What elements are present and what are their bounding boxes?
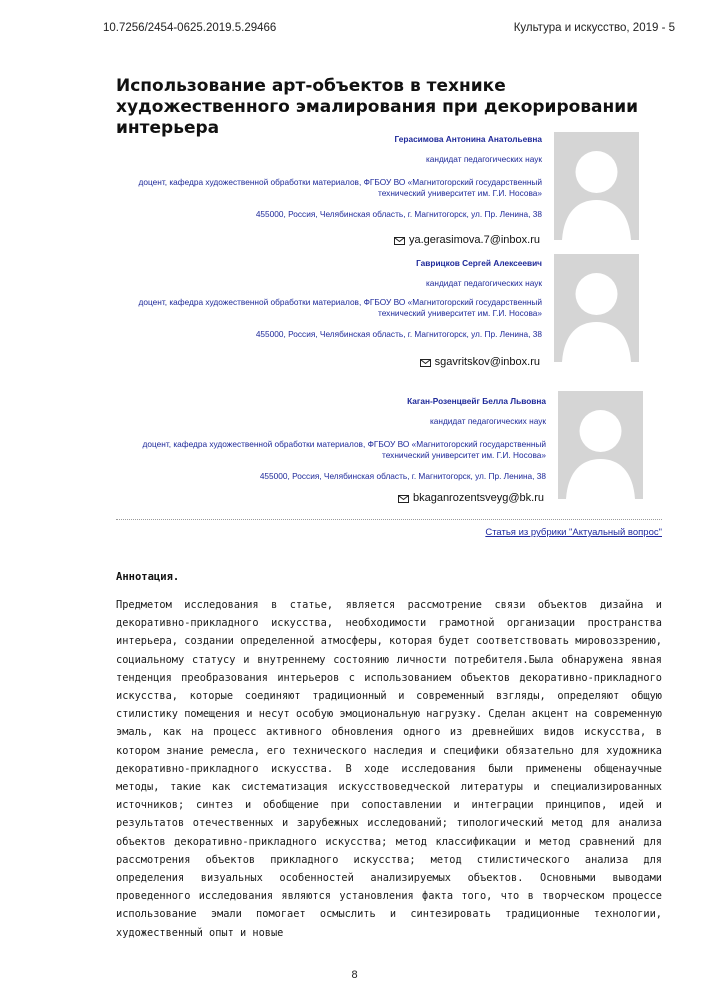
- annotation-heading: Аннотация.: [116, 571, 180, 583]
- author-position: доцент, кафедра художественной обработки материалов, ФГБОУ ВО «Магнитогорский государственный технический университет им. Г.И. Носова»: [138, 297, 542, 318]
- author-address: 455000, Россия, Челябинская область, г. Магнитогорск, ул. Пр. Ленина, 38: [259, 471, 546, 481]
- author-name: Гаврицков Сергей Алексеевич: [416, 258, 542, 268]
- author-photo-placeholder: [554, 132, 639, 240]
- author-email-text: sgavritskov@inbox.ru: [434, 356, 540, 368]
- envelope-icon: [394, 236, 405, 244]
- section-divider: [116, 519, 662, 520]
- article-title: Использование арт-объектов в технике художественного эмалирования при декорировании интерьера: [116, 76, 639, 138]
- journal-label: Культура и искусство, 2019 - 5: [513, 22, 675, 34]
- author-name: Каган-Розенцвейг Белла Львовна: [407, 396, 546, 406]
- author-email[interactable]: [420, 356, 540, 368]
- author-email-text: ya.gerasimova.7@inbox.ru: [408, 234, 540, 246]
- author-block: [100, 134, 542, 220]
- author-email-text: bkaganrozentsveyg@bk.ru: [412, 492, 544, 504]
- author-address: 455000, Россия, Челябинская область, г. Магнитогорск, ул. Пр. Ленина, 38: [255, 209, 542, 219]
- envelope-icon: [420, 358, 431, 366]
- author-block: [100, 258, 542, 340]
- doi-label: 10.7256/2454-0625.2019.5.29466: [103, 22, 277, 34]
- author-degree: кандидат педагогических наук: [425, 278, 542, 288]
- author-photo-placeholder: [558, 391, 643, 499]
- author-position: доцент, кафедра художественной обработки материалов, ФГБОУ ВО «Магнитогорский государственный технический университет им. Г.И. Носова»: [138, 177, 542, 198]
- author-block: [104, 396, 546, 482]
- author-photo-placeholder: [554, 254, 639, 362]
- author-address: 455000, Россия, Челябинская область, г. Магнитогорск, ул. Пр. Ленина, 38: [255, 329, 542, 339]
- envelope-icon: [398, 494, 409, 502]
- author-position: доцент, кафедра художественной обработки материалов, ФГБОУ ВО «Магнитогорский государственный технический университет им. Г.И. Носова»: [142, 439, 546, 460]
- rubric-link[interactable]: Статья из рубрики "Актуальный вопрос": [485, 527, 662, 538]
- annotation-text: Предметом исследования в статье, является рассмотрение связи объектов дизайна и декоративно-прикладного искусства, необходимости грамотной организации пространства интерьера, создании определенной атмосферы, которая будет соответствовать мировоззрению, социальному статусу и внутреннему состоянию личности потребителя.Была обнаружена явная тенденция преобразования интерьеров с использованием объектов декоративно-прикладного искусства, которые соединяют традиционный и современный взгляды, определяют общую стилистику помещения и несут особую эмоциональную нагрузку. Сделан акцент на современную эмаль, как на процесс активного обновления одного из древнейших видов искусства, в котором знание ремесла, его технического наследия и специфики обязательно для художника декоративно-прикладного искусства. В ходе исследования были применены общенаучные методы, такие как систематизация искусствоведческой литературы и специализированных источников; синтез и обобщение при сопоставлении и интеграции принципов, идей и результатов отечественных и зарубежных исследований; типологический метод для анализа объектов декоративно-прикладного искусства; метод классификации и метод сравнений для рассмотрения объектов прикладного искусства; метод стилистического анализа для определения визуальных особенностей анализируемых объектов. Основными выводами проведенного исследования являются установления факта того, что в творческом процессе использование эмали помогает осмыслить и синтезировать традиционные технологии, художественный опыт и новые: [116, 599, 662, 939]
- author-degree: кандидат педагогических наук: [425, 154, 542, 164]
- author-name: Герасимова Антонина Анатольевна: [394, 134, 542, 144]
- author-degree: кандидат педагогических наук: [429, 416, 546, 426]
- author-email[interactable]: [394, 234, 540, 246]
- page-number: 8: [351, 969, 358, 981]
- author-email[interactable]: [398, 492, 544, 504]
